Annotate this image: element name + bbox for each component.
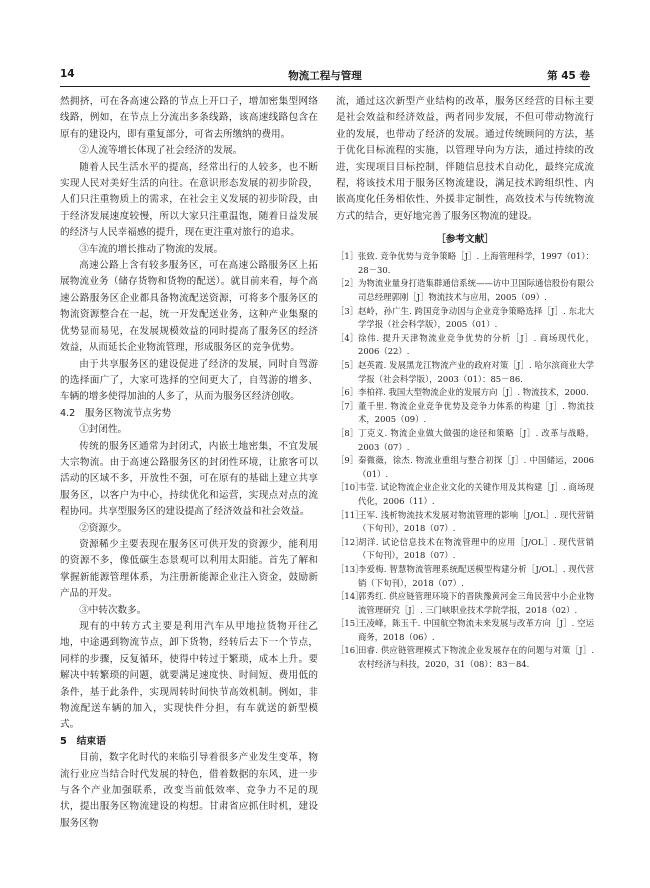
paragraph: 由于共享服务区的建设促进了经济的发展，同时自驾游的选择面广了，大家可选择的空间更大了，自驾游的增多、车辆的增多使得加油的人多了，从而为服务区经济创收。 [60,358,318,403]
reference-number: ［15］ [336,618,364,629]
reference-text: 徐伟. 提升天津物流业竞争优势的分析［J］. 商场现代化，2006（22）. [358,332,594,357]
journal-title: 物流工程与管理 [288,70,362,82]
running-header [60,68,590,84]
paragraph: 流，通过这次新型产业结构的改革，服务区经营的目标主要是社会效益和经济效益，两者同步发展，不但可带动物流行业的发展，也带动了经济的发展。通过传统顾问的方法，基于优化目标流程的实施，以管理导向为方法，通过持续的改进，实现项目目标控制，伴随信息技术自动化，最终完成流程，将该技术用于服务区物流建设，满足技术跨组织性、内嵌高度化任务相依性、外援非定制性，高效技术与传统物流方式的结合，更好地完善了服务区物流的建设。 [336,96,594,222]
reference-text: 李柏祥. 我国大型物流企业的发展方向［J］. 物流技术，2000. [358,387,589,398]
reference-item [336,644,594,671]
reference-text: 秦微薇，徐杰. 物流业重组与整合初探［J］. 中国储运，2006（01）. [358,455,594,479]
reference-item [336,590,594,617]
reference-item [336,481,594,508]
section-heading: 5 结束语 [60,735,107,747]
reference-text: 郭秀红. 供应链管理环境下的晋陕豫黄河金三角民营中小企业物流管理研究［J］. 三门峡职业技术学院学报，2018（02）. [358,591,594,615]
reference-number: ［13］ [336,563,364,574]
reference-text: 赵岭，孙广生. 跨国竞争动因与企业竞争策略选择［J］. 东北大学学报（社会科学版），2005（01）. [358,305,594,330]
reference-number: ［10］ [336,482,364,493]
reference-number: ［9］ [336,455,359,466]
reference-number: ［8］ [336,427,359,438]
reference-text: 张致. 竞争优势与竞争策略［J］. 上海管理科学，1997（01）：28－30. [358,251,594,275]
reference-text: 李爱梅. 智慧物流管理系统配送模型构建分析［J/OL］. 现代营销（下旬刊），2018（07）. [358,563,594,588]
reference-number: ［6］ [336,387,359,398]
reference-list [336,250,594,671]
reference-text: 王凌峰，陈玉千. 中国航空物流未来发展与改革方向［J］. 空运商务，2018（06）. [358,618,594,642]
references-heading: ［参考文献］ [436,234,494,246]
reference-item [336,427,594,454]
paragraph: 现有的中转方式主要是利用汽车从甲地拉货物开往乙地，中途遇到物流节点，卸下货物，经转后去下一个节点，同样的步骤，反复循环，使得中转过于繁琐，成本上升。要解决中转繁琐的问题，就要满足速度快、时间短、费用低的条件，基于此条件，实现周转时间快节高效机制。例如，非物流配送车辆的加入，实现快件分担，有车就送的新型模式。 [60,621,318,731]
reference-text: 韦莹. 试论物流企业企业文化的关键作用及其构建［J］. 商场现代化，2006（11）. [358,482,594,506]
paragraph: ①封闭性。 [79,424,128,436]
reference-text: 董千里. 物流企业竞争优势及竞争力体系的构建［J］. 物流技术，2005（09）. [358,400,594,425]
reference-text: 田睿. 供应链管理模式下物流企业发展存在的问题与对策［J］. 农村经济与科技，2020，31（08）：83－84. [358,645,594,670]
reference-number: ［5］ [336,360,359,370]
reference-item [336,509,594,536]
reference-item [336,400,594,427]
paragraph: 传统的服务区通常为封闭式，内嵌土地密集，不宜发展大宗物流。由于高速公路服务区的封闭性环境，让旅客可以活动的区域不多，开放性不强，可在原有的基础上建立共享服务区，以客户为中心，持续优化和运营，实现点对点的流程协同。共享型服务区的建设提高了经济效益和社会效益。 [60,440,318,518]
reference-number: ［4］ [336,332,359,343]
paragraph: ②人流等增长体现了社会经济的发展。 [79,145,243,157]
reference-item [336,359,594,386]
reference-item [336,563,594,590]
volume-label: 第 45 卷 [547,70,590,82]
reference-number: ［7］ [336,400,359,411]
reference-item [336,332,594,359]
reference-number: ［1］ [336,251,359,262]
left-column [60,94,318,832]
section-heading: 4.2 服务区物流节点劣势 [60,407,172,419]
right-column-body [336,94,594,225]
reference-item [336,250,594,277]
reference-item [336,454,594,481]
paragraph: 随着人民生活水平的提高，经常出行的人较多，也不断实现人民对美好生活的向往。在意识形态发展的初步阶段，人们只注重物质上的需求，在社会主义发展的初步阶段，由于经济发展速度较慢，所以大家只注重温饱，随着日益发展的经济与人民幸福感的提升，现在更注重对旅行的追求。 [60,161,318,239]
reference-number: ［11］ [336,509,364,520]
reference-item [336,617,594,644]
reference-text: 王军. 浅析物流技术发展对物流管理的影响［J/OL］. 现代营销（下旬刊），2018（07）. [358,509,594,534]
reference-item [336,277,594,304]
paragraph: 然拥挤，可在各高速公路的节点上开口子，增加密集型网络线路，例如，在节点上分流出多条线路，该高速线路包含在原有的建设内，即有重复部分，可省去所缴纳的费用。 [60,96,318,140]
reference-text: 丁克义. 物流企业做大做强的途径和策略［J］. 改革与战略，2003（07）. [358,427,594,452]
reference-text: 为物流业量身打造集群通信系统——访中卫国际通信股份有限公司总经理郭刚［J］物流技术与应用，2005（09）. [358,278,594,303]
paragraph: ③车流的增长推动了物流的发展。 [79,243,224,255]
header-rule [60,86,590,87]
reference-text: 胡洋. 试论信息技术在物流管理中的应用［J/OL］. 现代营销（下旬刊），2018（07）. [358,536,594,561]
right-column [336,94,594,672]
reference-number: ［16］ [336,645,364,656]
reference-number: ［2］ [336,278,359,289]
reference-number: ［12］ [336,536,364,547]
reference-text: 赵英霞. 发展黑龙江物流产业的政府对策［J］. 哈尔滨商业大学学报（社会科学版），2003（01）：85－86. [358,360,594,384]
reference-number: ［3］ [336,305,359,316]
reference-item [336,305,594,332]
reference-item [336,386,594,400]
paragraph: ③中转次数多。 [79,604,147,616]
page-number: 14 [60,68,75,80]
paragraph: 目前，数字化时代的来临引导着很多产业发生变革，物流行业应当结合时代发展的特色，借着数据的东风，进一步与各个产业加强联系，改变当前低效率、竞争力不足的现状，提出服务区物流建设的构想。甘肃省应抓住时机，建设服务区物 [60,752,318,829]
reference-number: ［14］ [336,591,364,602]
paragraph: 资源稀少主要表现在服务区可供开发的资源少，能利用的资源不多，像低碳生态景观可以利用太阳能。首先了解和掌握新能源管理体系，为注册新能源企业注入资金，鼓励新产品的开发。 [60,538,318,600]
paragraph: ②资源少。 [79,522,128,534]
reference-item [336,536,594,563]
paragraph: 高速公路上含有较多服务区，可在高速公路服务区上拓展物流业务（储存货物和货物的配送）。就目前来看，每个高速公路服务区企业都具备物流配送资源，可将多个服务区的物流资源整合在一起，统一开发配送业务，这种产业集聚的优势显而易见，在发展规模效益的同时提高了服务区的经济效益，从而延长企业物流管理，形成服务区的竞争优势。 [60,260,318,354]
